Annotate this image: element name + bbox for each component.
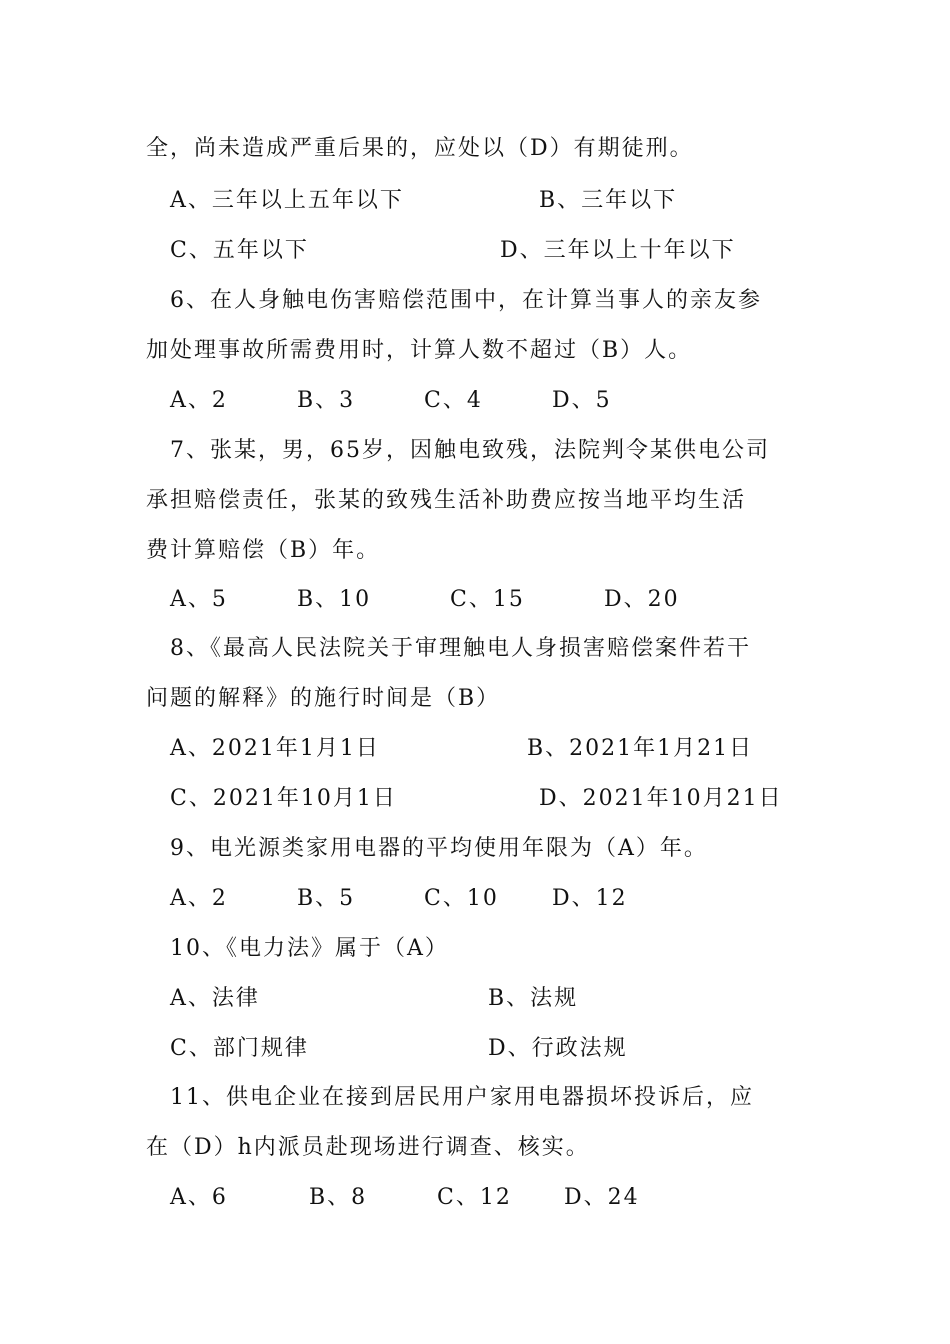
option-b: B、3 (297, 388, 356, 413)
option-d: D、三年以上十年以下 (500, 238, 736, 263)
option-b: B、10 (297, 587, 372, 612)
option-a: A、三年以上五年以下 (170, 188, 404, 213)
question-9: 9、电光源类家用电器的平均使用年限为（A）年。 (170, 836, 708, 861)
option-a: A、2 (170, 886, 228, 911)
option-a: A、6 (170, 1185, 228, 1210)
option-c: C、12 (437, 1185, 512, 1210)
option-b: B、5 (297, 886, 356, 911)
option-c: C、部门规律 (170, 1036, 309, 1061)
option-c: C、4 (424, 388, 483, 413)
question-7-cont: 承担赔偿责任，张某的致残生活补助费应按当地平均生活 (146, 488, 747, 513)
option-b: B、2021年1月21日 (527, 736, 754, 761)
option-b: B、法规 (488, 986, 579, 1011)
question-7: 7、张某，男，65岁，因触电致残，法院判令某供电公司 (170, 438, 770, 463)
option-a: A、2 (170, 388, 228, 413)
question-6-cont: 加处理事故所需费用时，计算人数不超过（B）人。 (146, 338, 693, 363)
option-b: B、8 (309, 1185, 368, 1210)
question-6: 6、在人身触电伤害赔偿范围中，在计算当事人的亲友参 (170, 288, 762, 313)
question-8: 8、《最高人民法院关于审理触电人身损害赔偿案件若干 (170, 636, 751, 661)
option-c: C、五年以下 (170, 238, 309, 263)
option-c: C、15 (450, 587, 525, 612)
option-d: D、行政法规 (488, 1036, 628, 1061)
option-d: D、12 (552, 886, 628, 911)
option-a: A、2021年1月1日 (170, 736, 380, 761)
option-d: D、24 (564, 1185, 640, 1210)
option-d: D、20 (604, 587, 680, 612)
question-7-cont: 费计算赔偿（B）年。 (146, 538, 381, 563)
question-10: 10、《电力法》属于（A） (170, 936, 449, 961)
option-a: A、法律 (170, 986, 260, 1011)
option-c: C、2021年10月1日 (170, 786, 397, 811)
question-11-cont: 在（D）h内派员赴现场进行调查、核实。 (146, 1135, 590, 1160)
option-d: D、5 (552, 388, 612, 413)
text-line: 全，尚未造成严重后果的，应处以（D）有期徒刑。 (146, 136, 694, 161)
option-b: B、三年以下 (539, 188, 678, 213)
option-a: A、5 (170, 587, 228, 612)
question-11: 11、供电企业在接到居民用户家用电器损坏投诉后，应 (170, 1085, 754, 1110)
option-d: D、2021年10月21日 (539, 786, 783, 811)
question-8-cont: 问题的解释》的施行时间是（B） (146, 686, 501, 711)
option-c: C、10 (424, 886, 499, 911)
